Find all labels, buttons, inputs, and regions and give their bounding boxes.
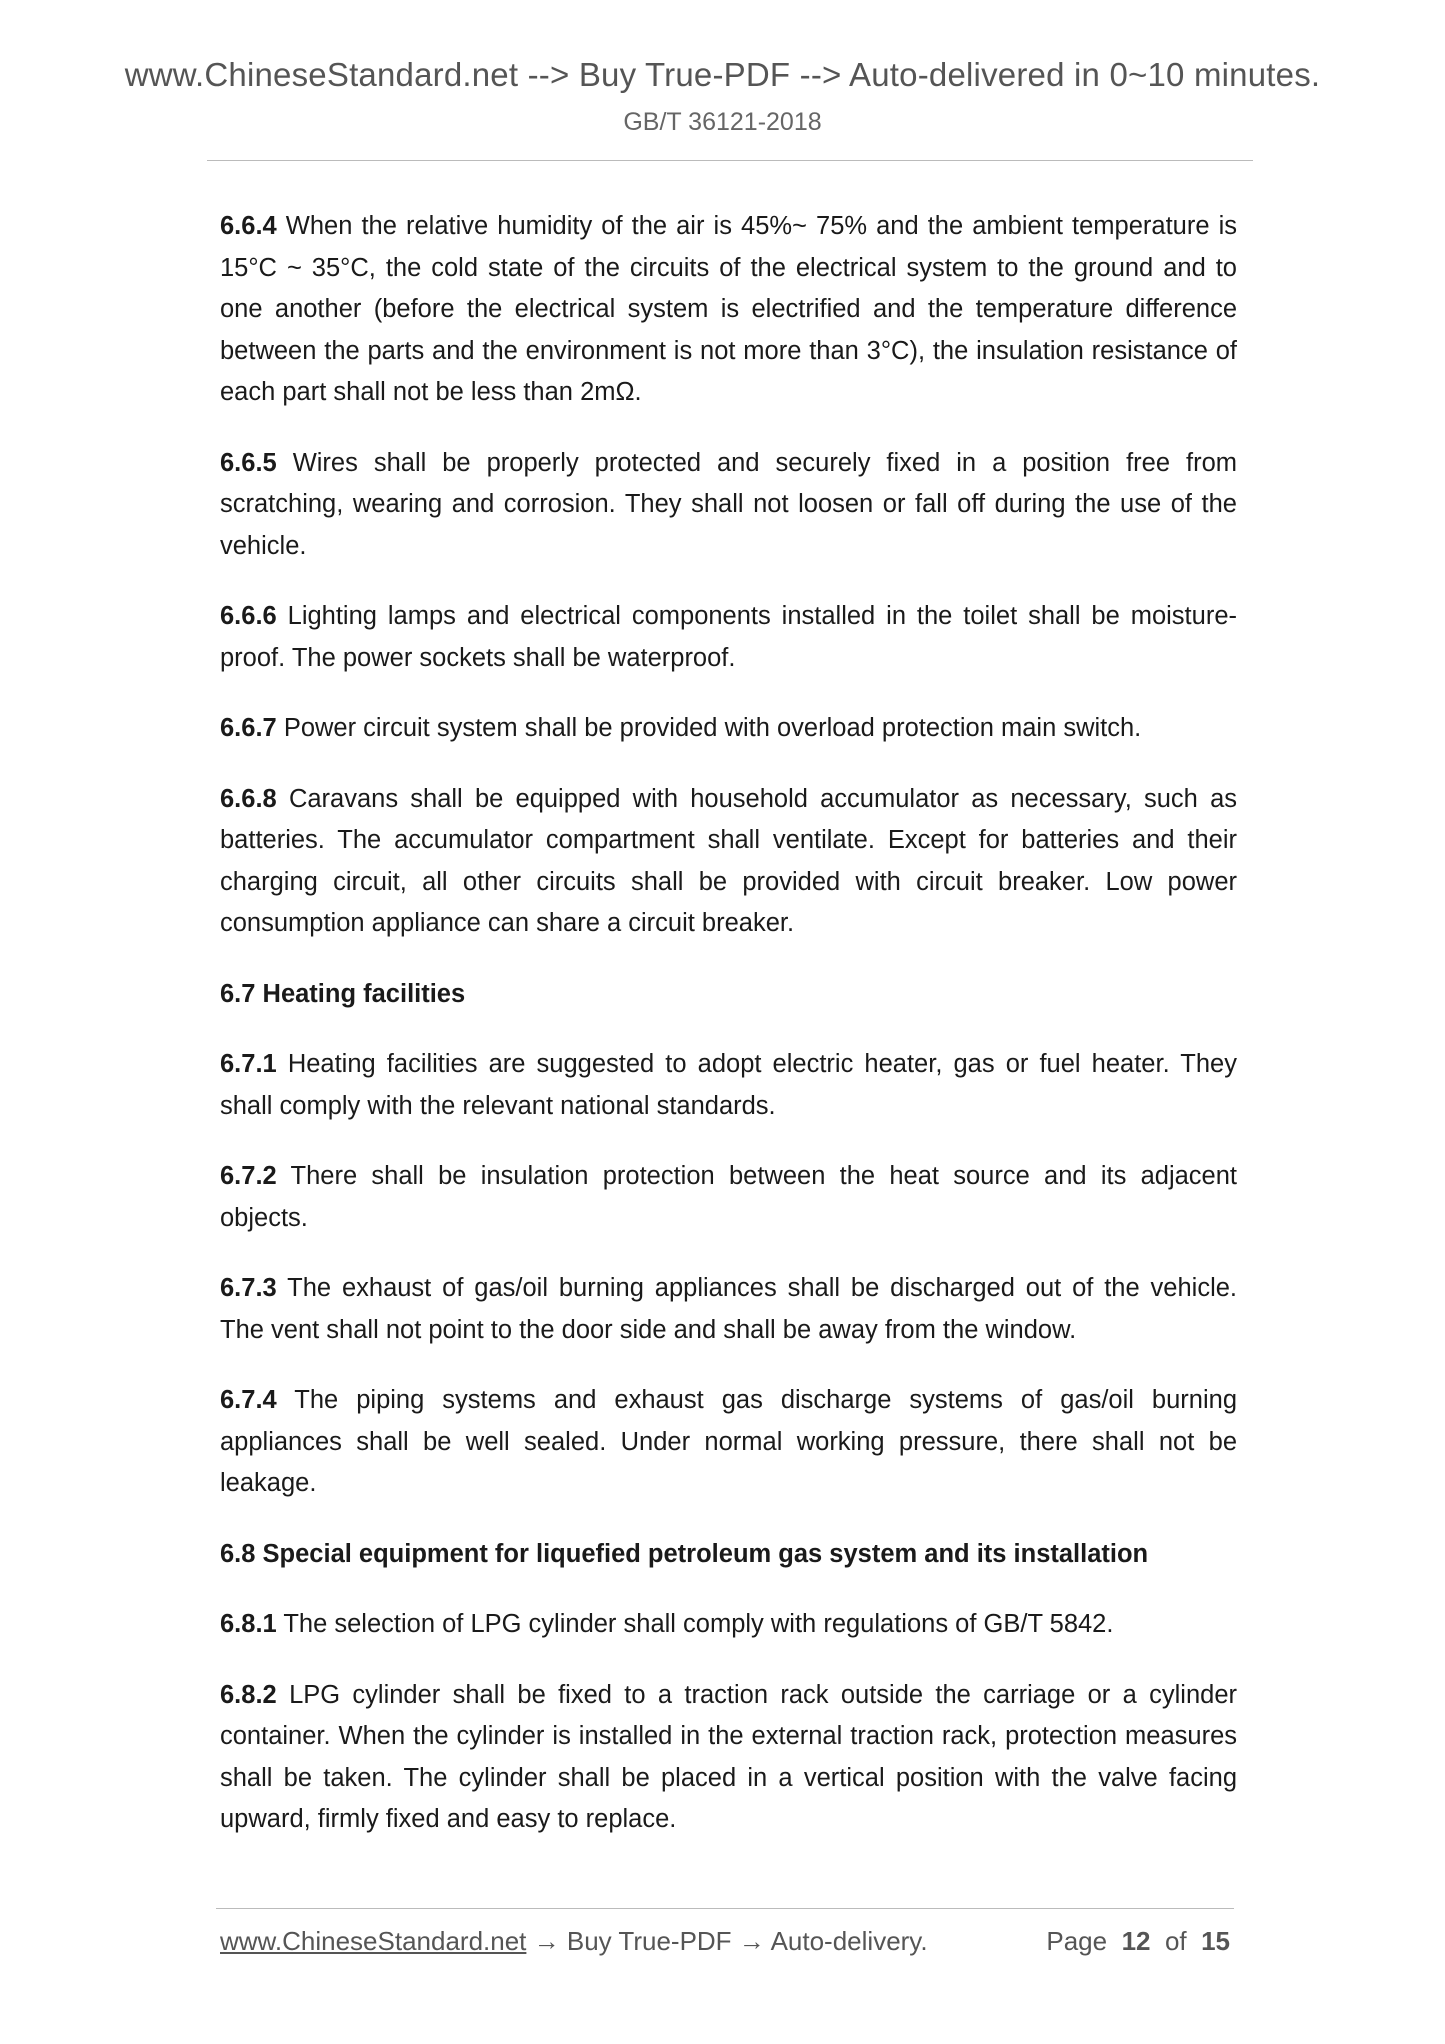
clause-number: 6.6.8 — [220, 784, 277, 813]
footer-divider — [216, 1908, 1234, 1909]
clause-text: LPG cylinder shall be fixed to a traction rack outside the carriage or a cylinder container. When the cylinder is installed in the external traction rack, protection measures shall be taken. The cylinder shall be placed in a vertical position with the valve facing upward, firmly fixed and easy to replace. — [220, 1680, 1237, 1833]
clause-number: 6.8.2 — [220, 1680, 277, 1709]
clause-6-7-3 — [220, 1268, 1237, 1351]
clause-text: Wires shall be properly protected and securely fixed in a position free from scratching, wearing and corrosion. They shall not loosen or fall off during the use of the vehicle. — [220, 448, 1237, 560]
clause-6-8-1 — [220, 1604, 1237, 1646]
clause-number: 6.8.1 — [220, 1610, 277, 1638]
page-label: Page — [1046, 1926, 1108, 1956]
footer-tagline: → Buy True-PDF → Auto-delivery. — [526, 1926, 928, 1956]
clause-6-8-2 — [220, 1675, 1237, 1841]
clause-number: 6.6.4 — [220, 212, 277, 240]
header-divider — [207, 160, 1253, 161]
clause-number: 6.7.4 — [220, 1386, 277, 1414]
clause-text: When the relative humidity of the air is 45%~ 75% and the ambient temperature is 15°C ~ 35°C, the cold state of the circuits of the electrical system to the ground and to one another (before the electrical system is electrified and the temperature difference between the parts and the environment is not more than 3°C), the insulation resistance of each part shall not be less than 2mΩ. — [220, 212, 1237, 406]
header-banner[interactable]: www.ChineseStandard.net --> Buy True-PDF --> Auto-delivered in 0~10 minutes. — [124, 56, 1321, 93]
clause-6-6-6 — [220, 596, 1237, 679]
clause-6-7-1 — [220, 1044, 1237, 1127]
clause-text: There shall be insulation protection between the heat source and its adjacent objects. — [220, 1162, 1238, 1232]
page-indicator — [1046, 1926, 1230, 1957]
footer-promo — [220, 1926, 928, 1957]
clause-number: 6.6.5 — [220, 448, 277, 477]
clause-number: 6.7.1 — [220, 1050, 277, 1078]
standard-code: GB/T 36121-2018 — [623, 108, 822, 136]
clause-text: Heating facilities are suggested to adopt electric heater, gas or fuel heater. They shall comply with the relevant national standards. — [220, 1050, 1237, 1120]
clause-text: Caravans shall be equipped with household accumulator as necessary, such as batteries. The accumulator compartment shall ventilate. Except for batteries and their charging circuit, all other circuits shall be provided with circuit breaker. Low power consumption appliance can share a circuit breaker. — [220, 784, 1237, 937]
clause-text: Lighting lamps and electrical components installed in the toilet shall be moisture-proof. The power sockets shall be waterproof. — [220, 602, 1237, 672]
of-label: of — [1164, 1926, 1187, 1956]
section-heading-6-8: 6.8 Special equipment for liquefied petroleum gas system and its installation — [220, 1539, 1149, 1568]
footer-site-link[interactable]: www.ChineseStandard.net — [220, 1926, 527, 1956]
clause-number: 6.6.7 — [220, 714, 277, 742]
clause-number: 6.7.3 — [220, 1274, 277, 1302]
clause-6-6-4 — [220, 206, 1237, 414]
clause-text: Power circuit system shall be provided with overload protection main switch. — [283, 714, 1142, 742]
clause-6-6-8 — [220, 779, 1237, 945]
section-heading-6-7: 6.7 Heating facilities — [220, 979, 466, 1008]
clause-text: The selection of LPG cylinder shall comply with regulations of GB/T 5842. — [283, 1610, 1114, 1638]
clause-6-6-5 — [220, 443, 1237, 568]
clause-6-7-2 — [220, 1156, 1237, 1239]
clause-text: The exhaust of gas/oil burning appliances shall be discharged out of the vehicle. The vent shall not point to the door side and shall be away from the window. — [220, 1274, 1238, 1344]
clause-text: The piping systems and exhaust gas discharge systems of gas/oil burning appliances shall be well sealed. Under normal working pressure, there shall not be leakage. — [220, 1386, 1238, 1497]
clause-number: 6.7.2 — [220, 1162, 277, 1190]
page-total: 15 — [1201, 1926, 1230, 1956]
clause-6-7-4 — [220, 1380, 1237, 1505]
clause-number: 6.6.6 — [220, 602, 277, 630]
document-body — [220, 206, 1237, 1870]
clause-6-6-7 — [220, 708, 1237, 750]
page-current: 12 — [1121, 1926, 1151, 1956]
